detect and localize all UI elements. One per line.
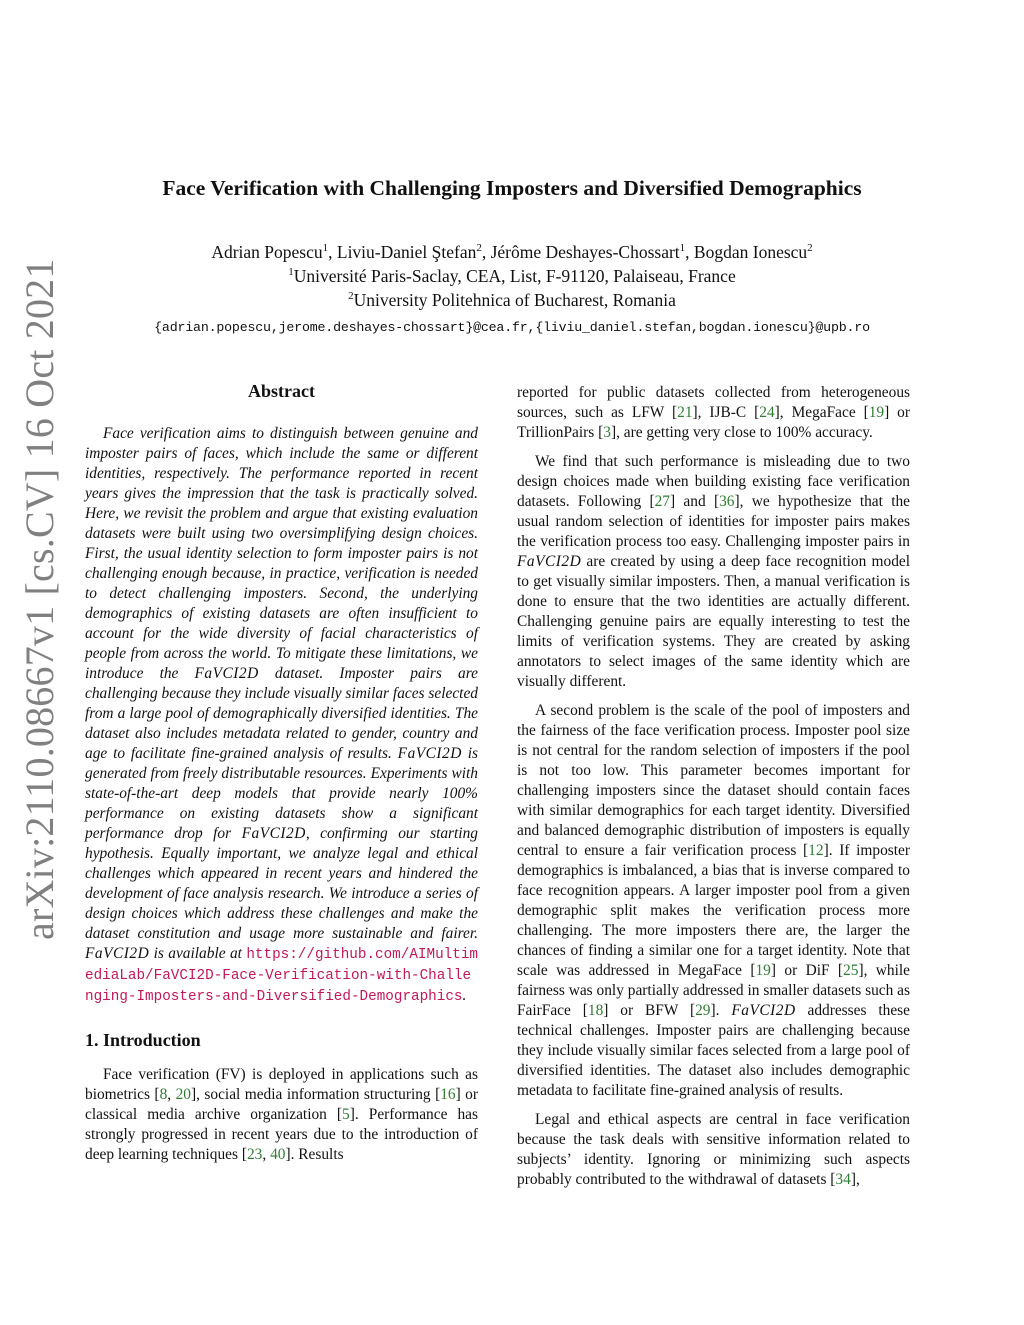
dataset-name: FaVCI2D xyxy=(397,745,462,762)
text-part: ] or BFW [ xyxy=(603,1002,696,1019)
body-paragraph xyxy=(517,452,910,692)
dataset-name: FaVCI2D xyxy=(241,825,306,842)
abstract-part: . xyxy=(462,987,467,1004)
dataset-name: FaVCI2D xyxy=(194,665,259,682)
dataset-name: FaVCI2D xyxy=(517,553,582,570)
text-part: addresses these technical challenges. Imposter pairs are challenging because they include visually similar faces selected from a large pool of diversified identities. The dataset also includes demographic metadata to facilitate fine-grained analysis of results. xyxy=(517,1002,910,1099)
text-part: ] or DiF [ xyxy=(770,962,844,979)
text-part: ], IJB-C [ xyxy=(692,404,760,421)
text-part: ], xyxy=(850,1171,860,1188)
citation-link[interactable]: 3 xyxy=(603,424,611,441)
abstract-text xyxy=(85,424,478,1007)
affiliation-marker: 2 xyxy=(476,242,482,254)
text-part: , xyxy=(262,1146,271,1163)
text-part: ]. Results xyxy=(285,1146,344,1163)
affiliation-marker: 2 xyxy=(807,242,813,254)
citation-link[interactable]: 24 xyxy=(759,404,775,421)
body-paragraph xyxy=(517,701,910,1101)
citation-link[interactable]: 12 xyxy=(808,842,824,859)
text-part: ], social media information structuring [ xyxy=(190,1086,441,1103)
text-part: ]. xyxy=(710,1002,720,1019)
section-heading-introduction: 1. Introduction xyxy=(85,1030,201,1050)
author-emails: {adrian.popescu,jerome.deshayes-chossart}@cea.fr,{liviu_daniel.stefan,bogdan.ionescu}@upb.ro xyxy=(154,320,870,335)
arxiv-identifier: arXiv:2110.08667v1 [cs.CV] 16 Oct 2021 xyxy=(17,258,62,940)
citation-link[interactable]: 23 xyxy=(246,1146,263,1163)
text-part: ], MegaFace [ xyxy=(774,404,869,421)
abstract-part: is generated from freely distributable resources. Experiments with state-of-the-art deep models that provide nearly 100% performance on existing datasets show a significant performance drop for xyxy=(85,745,478,842)
abstract-part: Face verification aims to distinguish between genuine and imposter pairs of faces, which include the same or different identities, respectively. The performance reported in recent years gives the impression that the task is practically solved. Here, we revisit the problem and argue that existing evaluation datasets were built using two oversimplifying design choices. First, the usual identity selection to form imposter pairs is not challenging enough because, in practice, verification is needed to detect challenging imposters. Second, the underlying demographics of existing datasets are often insufficient to account for the wide diversity of facial characteristics of people from across the world. To mitigate these limitations, we introduce the xyxy=(85,425,478,682)
author-block xyxy=(0,240,1024,340)
text-part: Face verification (FV) is deployed in applications such as biometrics [ xyxy=(85,1066,478,1103)
text-part: ] and [ xyxy=(669,493,720,510)
affiliation-marker: 1 xyxy=(288,266,294,278)
citation-link[interactable]: 19 xyxy=(868,404,885,421)
text-part: We find that such performance is misleading due to two design choices made when building existing face verification datasets. Following [ xyxy=(517,453,910,510)
text-part: ]. Performance has strongly progressed in recent years due to the introduction of deep learning techniques [ xyxy=(85,1106,478,1163)
text-part: ]. If imposter demographics is imbalanced, a bias that is inverse compared to face recognition appears. A larger imposter pool from a given demographic split makes the verification process more challenging. The more imposters there are, the larger the chances of finding a similar one for a target identity. Note that scale was addressed in MegaFace [ xyxy=(517,842,911,979)
text-part: ], are getting very close to 100% accuracy. xyxy=(610,424,873,441)
dataset-name: FaVCI2D xyxy=(85,945,150,962)
citation-link[interactable]: 21 xyxy=(677,404,693,421)
paper-title: Face Verification with Challenging Imposters and Diversified Demographics xyxy=(162,176,862,200)
author-name: Adrian Popescu xyxy=(211,242,323,262)
citation-link[interactable]: 19 xyxy=(755,962,771,979)
text-part: , xyxy=(167,1086,176,1103)
abstract-part: , confirming our starting hypothesis. Equally important, we analyze legal and ethical challenges which appeared in recent years and hindered the development of face analysis research. We introduce a series of design choices which address these challenges and make the dataset constitution and usage more sustainable and fairer. xyxy=(85,825,478,942)
text-part: Legal and ethical aspects are central in face verification because the task deals with sensitive information related to subjects’ identity. Ignoring or minimizing such aspects probably contributed to the withdrawal of datasets [ xyxy=(517,1111,910,1188)
body-paragraph xyxy=(517,383,910,443)
affiliation-text: Université Paris-Saclay, CEA, List, F-91120, Palaiseau, France xyxy=(293,266,736,286)
citation-link[interactable]: 5 xyxy=(342,1106,350,1123)
citation-link[interactable]: 16 xyxy=(440,1086,456,1103)
affiliation-marker: 1 xyxy=(679,242,686,254)
citation-link[interactable]: 18 xyxy=(587,1002,604,1019)
text-part: reported for public datasets collected from heterogeneous sources, such as LFW [ xyxy=(517,384,910,421)
text-part: ] or TrillionPairs [ xyxy=(517,404,911,441)
citation-link[interactable]: 8 xyxy=(159,1086,168,1103)
author-name: Jérôme Deshayes-Chossart xyxy=(490,242,680,262)
citation-link[interactable]: 34 xyxy=(835,1171,851,1188)
left-column xyxy=(85,380,478,1174)
text-part: ], while fairness was only partially addressed in smaller datasets such as FairFace [ xyxy=(517,962,910,1019)
citation-link[interactable]: 40 xyxy=(270,1146,286,1163)
abstract-part: is available at xyxy=(153,945,242,962)
affiliation-1 xyxy=(0,264,1024,288)
affiliation-text: University Politehnica of Bucharest, Romania xyxy=(353,290,676,310)
affiliation-marker: 2 xyxy=(348,290,354,302)
right-column xyxy=(517,383,910,1199)
text-part: ] or classical media archive organization [ xyxy=(85,1086,478,1123)
author-name: Liviu-Daniel Ştefan xyxy=(336,242,477,262)
affiliation-2 xyxy=(0,288,1024,312)
text-part: are created by using a deep face recognition model to get visually similar imposters. Then, a manual verification is done to ensure that the two identities are actually different. Challenging genuine pairs are equally interesting to test the limits of verification systems. They are created by asking annotators to select images of the same identity which are visually different. xyxy=(517,553,910,690)
author-list: Adrian Popescu$^1$, Liviu-Daniel Ştefan$^2$, Jérôme Deshayes-Chossart$^1$, Bogdan Ionescu$^2$ xyxy=(211,242,813,262)
text-part: ], we hypothesize that the usual random selection of identities for imposter pairs makes the verification process too easy. Challenging imposter pairs in xyxy=(517,493,911,550)
abstract-part: dataset. Imposter pairs are challenging because they include visually similar faces selected from a large pool of demographically diversified identities. The dataset also includes metadata related to gender, country and age to facilitate fine-grained analysis of results. xyxy=(85,665,478,762)
citation-link[interactable]: 36 xyxy=(719,493,735,510)
abstract-heading: Abstract xyxy=(248,381,315,401)
citation-link[interactable]: 25 xyxy=(843,962,859,979)
citation-link[interactable]: 20 xyxy=(175,1086,191,1103)
intro-paragraph xyxy=(85,1065,478,1165)
author-name: Bogdan Ionescu xyxy=(693,242,808,262)
affiliation-marker: 1 xyxy=(322,242,329,254)
dataset-name: FaVCI2D xyxy=(731,1002,796,1019)
citation-link[interactable]: 29 xyxy=(695,1002,711,1019)
citation-link[interactable]: 27 xyxy=(654,493,670,510)
github-link[interactable]: https://github.com/AIMultimediaLab/FaVCI2D-Face-Verification-with-Challenging-Imposters-and-Diversified-Demographics xyxy=(85,947,478,1005)
body-paragraph xyxy=(517,1110,910,1190)
text-part: A second problem is the scale of the pool of imposters and the fairness of the face verification process. Imposter pool size is not central for the random selection of imposters if the pool is not too low. This parameter becomes important for challenging imposters since the dataset should contain faces with similar demographics for each target identity. Diversified and balanced demographic distribution of imposters is equally central to ensure a fair verification process [ xyxy=(517,702,910,859)
